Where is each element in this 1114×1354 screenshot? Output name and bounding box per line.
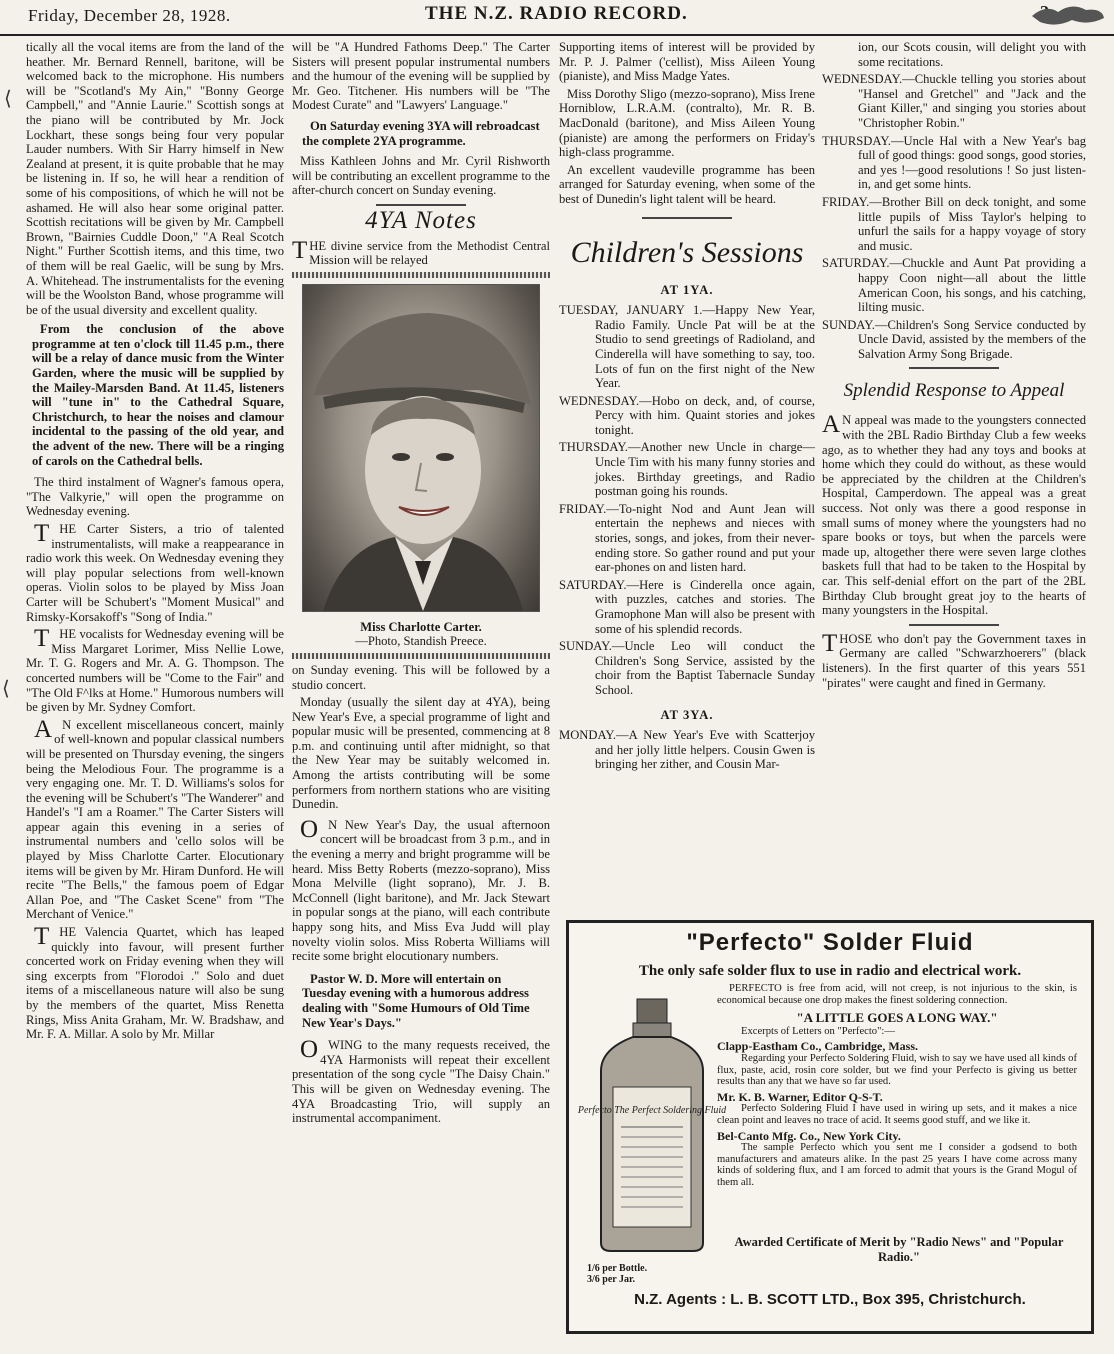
column-4 [822,40,1086,693]
article-paragraph: AN excellent miscellaneous concert, mainly of well-known and popular classical numbers will be presented on Thursday evening, the singers being the Melodious Four. The programme is a very engaging one. Mr. T. D. Williams's solos for the evening will be Schubert's "The Wanderer" and Handel's "I am a Roamer." The Carter Sisters will appear again this evening in a series of instrumental numbers and 'cello solos will be played by Miss Charlotte Carter. Elocutionary items will be given by Mr. Hiram Dunford. He will recite "The Bells," the famous poem of Edgar Allan Poe, and "The Casket Scene" from "The Merchant of Venice." [26,715,284,922]
schedule-entry: WEDNESDAY.—Hobo on deck, and, of course, Percy with him. Quaint stories and jokes tonight. [559,393,815,437]
article-paragraph: OWING to the many requests received, the 4YA Harmonists will repeat their excellent presentation of the song cycle "The Daisy Chain." This will be given on Wednesday evening. The 4YA Broadcasting Trio, will supply an instrumental accompaniment. [292,1036,550,1126]
perfecto-advertisement [566,920,1094,1334]
section-heading-4ya-notes: 4YA Notes [365,206,477,234]
testimonial-text: The sample Perfecto which you sent me I consider a godsend to both manufacturers and amateurs alike. In the past 25 years I have come across many kinds of soldering flux, and I am forced to admit that yours is the Grand Mogul of them all. [717,1142,1077,1188]
header-date: Friday, December 28, 1928. [28,6,231,25]
page-header [0,0,1114,36]
publication-title: THE N.Z. RADIO RECORD. [425,3,688,24]
station-subheading: AT 1YA. [660,282,714,297]
article-paragraph: on Sunday evening. This will be followed by a studio concert. [292,662,550,692]
article-paragraph: The third instalment of Wagner's famous opera, "The Valkyrie," will open the programme on Wednesday evening. [26,475,284,519]
article-paragraph: THE vocalists for Wednesday evening will be Miss Margaret Lorimer, Miss Nellie Lowe, Mr. T. G. Rogers and Mr. A. G. Thompson. The concerted numbers will be "Come to the Fair" and "The Old F^lks at Home." Humorous numbers will be given by Mr. Sydney Comfort. [26,625,284,715]
article-paragraph: tically all the vocal items are from the land of the heather. Mr. Bernard Rennell, baritone, will be welcomed back to the microphone. His numbers will be "Scotland's My Ain," "Bonny George Campbell," and "Annie Laurie." Scottish songs at the piano will be contributed by Mr. Jock Lockhart, these songs being four very popular Lauder numbers. With Sir Harry himself in New Zealand at present, it is quite probable that he may be listening in. If so, he will hear a rendition of some of his compositions, of which he will not be ashamed. He will also hear some original patter. Scottish recitations will be given by Mr. Campbell Brown, "Bairnies Cuddle Doon," "A Real Scotch Night." Further Scottish items, and this time, two of them will be real Gaelic, will be sung by Mrs. A. Whitehead. The instrumentalists for the evening will be the Woolston Band, whose programme will be of the usual diversity and excellent quality. [26,40,284,317]
schedule-entry: MONDAY.—A New Year's Eve with Scatterjoy and her jolly little helpers. Cousin Gwen is bringing her zither, and Cousin Mar- [559,728,815,772]
bottle-label-text: Perfecto The Perfect Soldering Fluid [577,1105,727,1116]
bold-notice: Pastor W. D. More will entertain on Tuesday evening with a humorous address dealing with "Some Humours of Old Time New Year's Days." [302,971,530,1030]
photo-border-bottom [292,653,550,659]
schedule-entry: FRIDAY.—Brother Bill on deck tonight, and some little pupils of Miss Taylor's helping to unfurl the sails for a happy voyage of story and music. [822,194,1086,253]
price-jar: 3/6 per Jar. [587,1274,636,1285]
bold-notice: On Saturday evening 3YA will rebroadcast the complete 2YA programme. [302,118,540,148]
ink-blot-decoration [1028,0,1108,28]
schedule-entry: SUNDAY.—Children's Song Service conducted by Uncle David, assisted by the members of the Salvation Army Song Brigade. [822,317,1086,361]
section-rule [376,204,466,206]
article-paragraph: THE Valencia Quartet, which has leaped quickly into favour, will present further concerted work on Friday evening when they will sing excerpts from "Florodoi ." Solo and duet items of a miscellaneous nature will also be sung by the members of the quartet, Miss Renetta Rings, Miss Anita Graham, Mr. W. Bradshaw, and Mr. F. A. Millar. A solo by Mr. Millar [26,923,284,1042]
portrait-photo [302,284,540,612]
margin-mark: ⟨ [2,678,10,700]
schedule-entry: TUESDAY, JANUARY 1.—Happy New Year, Radio Family. Uncle Pat will be at the Studio to send greetings of Radioland, and Cinderella will have something to say, too. Lots of fun on the first night of the New Year. [559,303,815,391]
testimonial-company: Clapp-Eastham Co., Cambridge, Mass. [717,1039,919,1054]
article-paragraph: Monday (usually the silent day at 4YA), being New Year's Eve, a special programme of light and popular music will be presented, commencing at 8 p.m. and continuing until after midnight, so that the New Year may be suitably welcomed in. Among the artists contributing will be some performers from northern stations who are visiting Dunedin. [292,695,550,812]
bold-notice: From the conclusion of the above programme at ten o'clock till 11.45 p.m., there will be a relay of dance music from the Winter Garden, where the music will be supplied by the Mailey-Marsden Band. At 11.45, listeners will "tune in" to the Cathedral Square, Christchurch, to hear the noises and clamour incidental to the passing of the old year, and the advent of the new. There will be a ringing of carols on the Cathedral bells. [32,322,284,468]
section-heading-splendid-response: Splendid Response to Appeal [843,380,1065,402]
photo-caption: Miss Charlotte Carter. [360,619,482,634]
testimonial-text: Perfecto Soldering Fluid I have used in wiring up sets, and it makes a nice clean point and leaves no trace of acid. It seems good stuff, and we like it. [717,1103,1077,1126]
ad-slogan: "A LITTLE GOES A LONG WAY." [796,1010,998,1026]
article-paragraph: THE divine service from the Methodist Central Mission will be relayed [292,236,550,268]
testimonial-text: Regarding your Perfecto Soldering Fluid, wish to say we have used all kinds of flux, paste, acid, rosin core solder, but we find your Perfecto is giving us better results than any that we have so far used. [717,1052,1077,1088]
bottle-illustration [577,997,727,1255]
schedule-entry: FRIDAY.—To-night Nod and Aunt Jean will entertain the nephews and nieces with stories, songs, and jokes, from their never-ending store. So gather round and put your ear-phones on and listen hard. [559,501,815,575]
schedule-entry: SATURDAY.—Here is Cinderella once again, with puzzles, catches and stories. The Gramophone Man will also be present with some of his splendid records. [559,577,815,636]
article-paragraph: An excellent vaudeville programme has been arranged for Saturday evening, when some of the best of Dunedin's light talent will be heard. [559,162,815,206]
article-paragraph: THE Carter Sisters, a trio of talented instrumentalists, will make a reappearance in radio work this week. On Wednesday evening they will play popular selections from well-known operas. Violin solos to be played by Miss Joan Carter will be Schubert's "Moment Musical" and Rimsky-Korsakoff's "Song of India." [26,520,284,624]
ad-agents: N.Z. Agents : L. B. SCOTT LTD., Box 395, Christchurch. [634,1291,1026,1308]
schedule-entry: WEDNESDAY.—Chuckle telling you stories about "Hansel and Gretchel" and "Jack and the Giant Killer," and singing you stories about "Christopher Robin." [822,72,1086,130]
article-paragraph: will be "A Hundred Fathoms Deep." The Carter Sisters will present popular instrumental numbers and the humour of the evening will be supplied by Mr. Geo. Titchener. His numbers will be "The Modest Curate" and "Lawyers' Language." [292,40,550,113]
ad-award: Awarded Certificate of Merit by "Radio News" and "Popular Radio." [734,1235,1064,1264]
article-paragraph: Supporting items of interest will be provided by Mr. P. J. Palmer ('cellist), Miss Aileen Young (pianiste), and Miss Madge Yates. [559,40,815,84]
ad-excerpts-label: Excerpts of Letters on "Perfecto":— [741,1025,895,1037]
portrait-drawing [303,285,539,611]
section-rule [909,367,999,369]
ad-prices [587,1263,647,1285]
article-paragraph: ON New Year's Day, the usual afternoon concert will be broadcast from 3 p.m., and in the evening a merry and bright programme will be heard. Miss Betty Roberts (mezzo-soprano), Miss Mona Melville (light soprano), Mr. J. B. McConnell (light baritone), and Mr. Jack Stewart in popular songs at the piano, will each contribute happy song hits, and Miss Eva Judd will play novelty violin solos. Miss Roberta Williams will recite some bright elocutionary numbers. [292,815,550,964]
schedule-entry: SATURDAY.—Chuckle and Aunt Pat providing a happy Coon night—all about the little American Coon, his songs, and his catching, lilting music. [822,256,1086,315]
column-1 [26,40,284,1045]
testimonial-company: Mr. K. B. Warner, Editor Q-S-T. [717,1089,883,1104]
ad-body [717,983,1077,1189]
column-2 [292,40,550,1129]
section-rule [909,624,999,626]
photo-border-top [292,272,550,278]
station-subheading: AT 3YA. [660,707,714,722]
testimonial-company: Bel-Canto Mfg. Co., New York City. [717,1128,901,1143]
ad-brand-title: "Perfecto" Solder Fluid [686,929,974,956]
article-paragraph: Miss Kathleen Johns and Mr. Cyril Rishworth will be contributing an excellent programme to the after-church concert on Sunday evening. [292,154,550,198]
article-paragraph: Miss Dorothy Sligo (mezzo-soprano), Miss Irene Horniblow, L.R.A.M. (contralto), Mr. R. B. MacDonald (baritone), and Miss Aileen Young (pianiste) are among the performers on Friday's high-class programme. [559,86,815,160]
article-paragraph: THOSE who don't pay the Government taxes in Germany are called "Schwarzhoerers" (black listeners). In the first quarter of this years 551 "pirates" were caught and fined in Germany. [822,629,1086,690]
ad-intro: PERFECTO is free from acid, will not creep, is not injurious to the skin, is economical because one drop makes the finest soldering connection. [717,983,1077,1006]
ad-tagline: The only safe solder flux to use in radio and electrical work. [638,963,1022,979]
schedule-entry: SUNDAY.—Uncle Leo will conduct the Children's Song Service, assisted by the choir from the Baptist Tabernacle Sunday School. [559,639,815,697]
section-rule [642,217,732,219]
schedule-entry: THURSDAY.—Another new Uncle in charge—Uncle Tim with his many funny stories and jokes. Birthday greetings, and Radio postman going his rounds. [559,440,815,499]
article-paragraph: AN appeal was made to the youngsters connected with the 2BL Radio Birthday Club a few weeks ago, as to whether they had any toys and books at home which they could do without, as these would be appreciated by the children at the Children's Hospital, Camperdown. The appeal was a great success. Not only was there a good response in small sums of money where the youngsters had no spare books or toys, but when the parcels were made up, altogether there were seven large clothes baskets full that had to be taken to the Hospital by car. This self-denial effort on the part of the 2BL Birthday Club brought great joy to the hearts of many youngsters in the Hospital. [822,411,1086,618]
price-bottle: 1/6 per Bottle. [587,1263,648,1274]
column-3 [559,40,815,775]
photo-credit: —Photo, Standish Preece. [355,634,487,649]
schedule-entry: THURSDAY.—Uncle Hal with a New Year's bag full of good things: good songs, good stories, and yes !—good resolutions ! So just listen-in, and get some hints. [822,133,1086,192]
section-heading-childrens-sessions: Children's Sessions [570,235,804,269]
schedule-entry: ion, our Scots cousin, will delight you with some recitations. [858,40,1086,69]
margin-mark: ⟨ [4,88,12,110]
